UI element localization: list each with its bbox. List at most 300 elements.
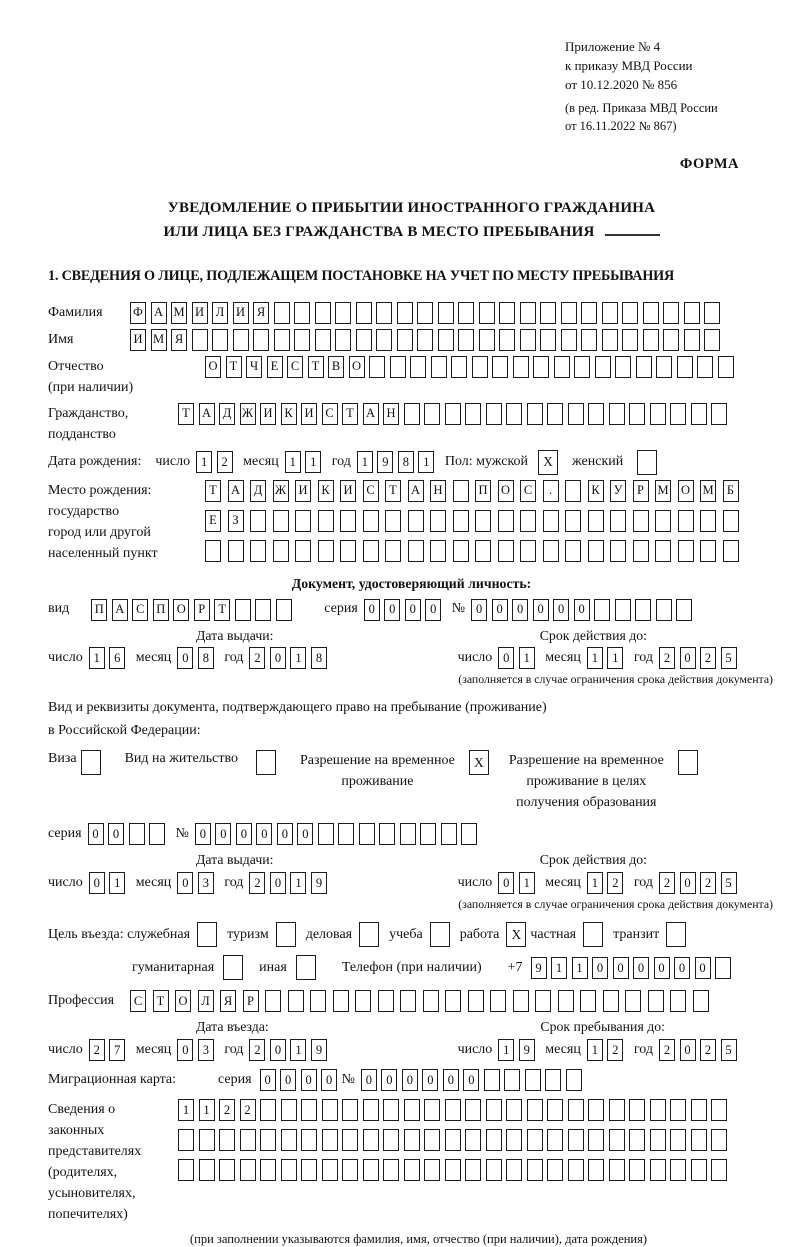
char-cell[interactable] <box>273 540 289 562</box>
sex-female-checkbox[interactable] <box>637 450 657 475</box>
char-cell[interactable]: 0 <box>195 823 211 845</box>
char-cell[interactable] <box>363 540 379 562</box>
char-cell[interactable] <box>199 1159 215 1181</box>
char-cell[interactable] <box>506 1129 522 1151</box>
char-cell[interactable]: 0 <box>361 1069 377 1091</box>
char-cell[interactable] <box>533 356 549 378</box>
char-cell[interactable] <box>260 1159 276 1181</box>
char-cell[interactable] <box>492 356 508 378</box>
char-cell[interactable] <box>568 1129 584 1151</box>
char-cell[interactable] <box>465 1129 481 1151</box>
char-cell[interactable] <box>333 990 349 1012</box>
char-cell[interactable] <box>648 990 664 1012</box>
char-cell[interactable]: И <box>260 403 276 425</box>
char-cell[interactable]: Т <box>226 356 242 378</box>
char-cell[interactable] <box>335 302 351 324</box>
char-cell[interactable] <box>322 1159 338 1181</box>
char-cell[interactable] <box>273 510 289 532</box>
char-cell[interactable]: 0 <box>512 599 528 621</box>
char-cell[interactable]: 2 <box>249 1039 265 1061</box>
char-cell[interactable]: 0 <box>633 957 649 979</box>
char-cell[interactable] <box>540 302 556 324</box>
char-cell[interactable] <box>636 356 652 378</box>
char-cell[interactable]: О <box>173 599 189 621</box>
char-cell[interactable]: М <box>700 480 716 502</box>
char-cell[interactable] <box>274 329 290 351</box>
char-cell[interactable] <box>723 510 739 532</box>
char-cell[interactable] <box>568 1099 584 1121</box>
char-cell[interactable]: С <box>130 990 146 1012</box>
char-cell[interactable] <box>655 510 671 532</box>
char-cell[interactable] <box>301 1099 317 1121</box>
char-cell[interactable]: 0 <box>695 957 711 979</box>
char-cell[interactable] <box>383 1129 399 1151</box>
char-cell[interactable] <box>376 302 392 324</box>
char-cell[interactable]: 2 <box>249 872 265 894</box>
char-cell[interactable]: 0 <box>177 647 193 669</box>
char-cell[interactable] <box>527 403 543 425</box>
char-cell[interactable]: 1 <box>290 1039 306 1061</box>
char-cell[interactable] <box>677 356 693 378</box>
char-cell[interactable] <box>424 1099 440 1121</box>
char-cell[interactable]: 0 <box>270 647 286 669</box>
char-cell[interactable]: К <box>281 403 297 425</box>
char-cell[interactable]: А <box>112 599 128 621</box>
char-cell[interactable]: И <box>130 329 146 351</box>
char-cell[interactable] <box>561 302 577 324</box>
char-cell[interactable]: 3 <box>198 1039 214 1061</box>
char-cell[interactable] <box>438 329 454 351</box>
char-cell[interactable] <box>424 1129 440 1151</box>
char-cell[interactable]: 2 <box>607 872 623 894</box>
char-cell[interactable] <box>356 329 372 351</box>
char-cell[interactable] <box>149 823 165 845</box>
char-cell[interactable] <box>281 1099 297 1121</box>
char-cell[interactable]: 0 <box>177 872 193 894</box>
char-cell[interactable]: П <box>475 480 491 502</box>
char-cell[interactable] <box>461 823 477 845</box>
char-cell[interactable] <box>301 1129 317 1151</box>
char-cell[interactable]: 2 <box>700 872 716 894</box>
char-cell[interactable] <box>465 1159 481 1181</box>
char-cell[interactable]: Р <box>243 990 259 1012</box>
char-cell[interactable] <box>410 356 426 378</box>
char-cell[interactable] <box>609 1099 625 1121</box>
char-cell[interactable] <box>430 540 446 562</box>
char-cell[interactable]: М <box>171 302 187 324</box>
char-cell[interactable] <box>288 990 304 1012</box>
char-cell[interactable]: С <box>363 480 379 502</box>
char-cell[interactable] <box>445 1129 461 1151</box>
char-cell[interactable] <box>363 1159 379 1181</box>
char-cell[interactable]: 1 <box>498 1039 514 1061</box>
char-cell[interactable] <box>602 302 618 324</box>
char-cell[interactable]: 9 <box>531 957 547 979</box>
char-cell[interactable] <box>588 1159 604 1181</box>
char-cell[interactable] <box>629 403 645 425</box>
char-cell[interactable] <box>547 403 563 425</box>
char-cell[interactable]: 1 <box>519 872 535 894</box>
char-cell[interactable]: И <box>233 302 249 324</box>
char-cell[interactable] <box>338 823 354 845</box>
char-cell[interactable] <box>704 329 720 351</box>
char-cell[interactable] <box>484 1069 500 1091</box>
char-cell[interactable] <box>219 1129 235 1151</box>
char-cell[interactable] <box>486 1099 502 1121</box>
char-cell[interactable] <box>385 540 401 562</box>
char-cell[interactable] <box>543 510 559 532</box>
char-cell[interactable] <box>504 1069 520 1091</box>
char-cell[interactable] <box>650 1099 666 1121</box>
char-cell[interactable] <box>693 990 709 1012</box>
char-cell[interactable] <box>378 990 394 1012</box>
char-cell[interactable]: 0 <box>674 957 690 979</box>
purpose-work-checkbox[interactable]: X <box>506 922 526 947</box>
char-cell[interactable] <box>684 302 700 324</box>
char-cell[interactable]: 2 <box>659 647 675 669</box>
char-cell[interactable]: 0 <box>260 1069 276 1091</box>
char-cell[interactable]: 0 <box>236 823 252 845</box>
char-cell[interactable] <box>240 1129 256 1151</box>
purpose-tourism-checkbox[interactable] <box>276 922 296 947</box>
char-cell[interactable] <box>568 1159 584 1181</box>
char-cell[interactable]: 1 <box>290 872 306 894</box>
char-cell[interactable] <box>643 329 659 351</box>
char-cell[interactable] <box>475 540 491 562</box>
char-cell[interactable] <box>610 540 626 562</box>
char-cell[interactable] <box>235 599 251 621</box>
char-cell[interactable] <box>663 302 679 324</box>
char-cell[interactable]: 1 <box>587 647 603 669</box>
char-cell[interactable] <box>281 1129 297 1151</box>
char-cell[interactable]: 0 <box>89 872 105 894</box>
char-cell[interactable] <box>260 1099 276 1121</box>
char-cell[interactable] <box>490 990 506 1012</box>
char-cell[interactable] <box>397 302 413 324</box>
char-cell[interactable] <box>499 302 515 324</box>
char-cell[interactable] <box>670 990 686 1012</box>
char-cell[interactable] <box>250 540 266 562</box>
char-cell[interactable]: Ж <box>273 480 289 502</box>
char-cell[interactable] <box>691 1099 707 1121</box>
char-cell[interactable] <box>580 990 596 1012</box>
char-cell[interactable]: 1 <box>89 647 105 669</box>
char-cell[interactable]: С <box>322 403 338 425</box>
char-cell[interactable] <box>547 1159 563 1181</box>
char-cell[interactable]: 3 <box>198 872 214 894</box>
char-cell[interactable] <box>233 329 249 351</box>
char-cell[interactable]: 5 <box>721 1039 737 1061</box>
char-cell[interactable] <box>520 510 536 532</box>
char-cell[interactable] <box>363 1129 379 1151</box>
char-cell[interactable] <box>178 1159 194 1181</box>
char-cell[interactable]: У <box>610 480 626 502</box>
char-cell[interactable] <box>568 403 584 425</box>
char-cell[interactable] <box>451 356 467 378</box>
char-cell[interactable] <box>643 302 659 324</box>
char-cell[interactable]: 0 <box>381 1069 397 1091</box>
char-cell[interactable] <box>322 1099 338 1121</box>
char-cell[interactable] <box>691 1159 707 1181</box>
char-cell[interactable]: 9 <box>377 451 393 473</box>
char-cell[interactable] <box>219 1159 235 1181</box>
char-cell[interactable] <box>178 1129 194 1151</box>
char-cell[interactable] <box>445 990 461 1012</box>
char-cell[interactable] <box>315 302 331 324</box>
char-cell[interactable] <box>622 329 638 351</box>
temp-residence-checkbox[interactable]: X <box>469 750 489 775</box>
char-cell[interactable]: А <box>228 480 244 502</box>
char-cell[interactable]: 0 <box>492 599 508 621</box>
char-cell[interactable]: 0 <box>297 823 313 845</box>
char-cell[interactable] <box>506 1099 522 1121</box>
char-cell[interactable]: Т <box>214 599 230 621</box>
char-cell[interactable] <box>558 990 574 1012</box>
char-cell[interactable]: Р <box>633 480 649 502</box>
char-cell[interactable] <box>527 1129 543 1151</box>
char-cell[interactable]: 1 <box>587 872 603 894</box>
char-cell[interactable] <box>554 356 570 378</box>
char-cell[interactable] <box>417 329 433 351</box>
char-cell[interactable]: 9 <box>311 1039 327 1061</box>
char-cell[interactable] <box>513 990 529 1012</box>
char-cell[interactable] <box>420 823 436 845</box>
char-cell[interactable]: А <box>151 302 167 324</box>
char-cell[interactable]: 2 <box>217 451 233 473</box>
char-cell[interactable]: 2 <box>240 1099 256 1121</box>
char-cell[interactable]: 1 <box>290 647 306 669</box>
char-cell[interactable] <box>615 356 631 378</box>
char-cell[interactable] <box>445 1099 461 1121</box>
char-cell[interactable] <box>663 329 679 351</box>
char-cell[interactable] <box>711 403 727 425</box>
char-cell[interactable] <box>379 823 395 845</box>
char-cell[interactable]: 2 <box>700 1039 716 1061</box>
char-cell[interactable] <box>704 302 720 324</box>
char-cell[interactable] <box>475 510 491 532</box>
char-cell[interactable]: О <box>498 480 514 502</box>
char-cell[interactable] <box>340 510 356 532</box>
char-cell[interactable]: 2 <box>700 647 716 669</box>
char-cell[interactable] <box>294 302 310 324</box>
char-cell[interactable] <box>670 1159 686 1181</box>
char-cell[interactable]: 0 <box>680 1039 696 1061</box>
char-cell[interactable] <box>633 540 649 562</box>
char-cell[interactable] <box>670 403 686 425</box>
char-cell[interactable] <box>609 1129 625 1151</box>
char-cell[interactable] <box>527 1099 543 1121</box>
char-cell[interactable]: 2 <box>89 1039 105 1061</box>
char-cell[interactable]: 1 <box>551 957 567 979</box>
char-cell[interactable] <box>603 990 619 1012</box>
char-cell[interactable]: 1 <box>196 451 212 473</box>
char-cell[interactable]: В <box>328 356 344 378</box>
char-cell[interactable]: П <box>153 599 169 621</box>
char-cell[interactable]: 0 <box>280 1069 296 1091</box>
char-cell[interactable] <box>342 1159 358 1181</box>
char-cell[interactable] <box>342 1129 358 1151</box>
char-cell[interactable] <box>633 510 649 532</box>
char-cell[interactable] <box>240 1159 256 1181</box>
char-cell[interactable] <box>622 302 638 324</box>
char-cell[interactable] <box>228 540 244 562</box>
char-cell[interactable]: 1 <box>519 647 535 669</box>
char-cell[interactable]: . <box>543 480 559 502</box>
char-cell[interactable]: Н <box>383 403 399 425</box>
char-cell[interactable] <box>295 510 311 532</box>
char-cell[interactable] <box>408 540 424 562</box>
char-cell[interactable] <box>315 329 331 351</box>
char-cell[interactable] <box>625 990 641 1012</box>
char-cell[interactable] <box>676 599 692 621</box>
char-cell[interactable]: 0 <box>177 1039 193 1061</box>
char-cell[interactable] <box>499 329 515 351</box>
char-cell[interactable]: 0 <box>425 599 441 621</box>
char-cell[interactable]: Л <box>212 302 228 324</box>
char-cell[interactable]: О <box>349 356 365 378</box>
char-cell[interactable] <box>565 540 581 562</box>
char-cell[interactable]: 0 <box>256 823 272 845</box>
char-cell[interactable] <box>199 1129 215 1151</box>
char-cell[interactable] <box>404 1129 420 1151</box>
char-cell[interactable] <box>543 540 559 562</box>
char-cell[interactable]: 2 <box>659 872 675 894</box>
char-cell[interactable] <box>318 510 334 532</box>
char-cell[interactable] <box>408 510 424 532</box>
char-cell[interactable] <box>588 1129 604 1151</box>
purpose-business-checkbox[interactable] <box>197 922 217 947</box>
char-cell[interactable] <box>383 1099 399 1121</box>
char-cell[interactable]: 0 <box>422 1069 438 1091</box>
char-cell[interactable]: К <box>318 480 334 502</box>
char-cell[interactable] <box>301 1159 317 1181</box>
char-cell[interactable]: Т <box>153 990 169 1012</box>
char-cell[interactable]: 1 <box>305 451 321 473</box>
char-cell[interactable] <box>566 1069 582 1091</box>
char-cell[interactable] <box>520 302 536 324</box>
char-cell[interactable]: 0 <box>592 957 608 979</box>
char-cell[interactable] <box>609 1159 625 1181</box>
char-cell[interactable] <box>486 403 502 425</box>
char-cell[interactable] <box>205 540 221 562</box>
purpose-humanitarian-checkbox[interactable] <box>223 955 243 980</box>
purpose-study-checkbox[interactable] <box>430 922 450 947</box>
char-cell[interactable]: 0 <box>443 1069 459 1091</box>
char-cell[interactable]: 0 <box>301 1069 317 1091</box>
char-cell[interactable]: Я <box>253 302 269 324</box>
char-cell[interactable] <box>697 356 713 378</box>
char-cell[interactable]: С <box>132 599 148 621</box>
char-cell[interactable]: 8 <box>311 647 327 669</box>
char-cell[interactable] <box>318 823 334 845</box>
char-cell[interactable] <box>535 990 551 1012</box>
char-cell[interactable] <box>445 403 461 425</box>
char-cell[interactable]: Т <box>205 480 221 502</box>
char-cell[interactable] <box>356 302 372 324</box>
char-cell[interactable] <box>723 540 739 562</box>
char-cell[interactable] <box>525 1069 541 1091</box>
char-cell[interactable] <box>192 329 208 351</box>
char-cell[interactable] <box>540 329 556 351</box>
char-cell[interactable]: М <box>655 480 671 502</box>
char-cell[interactable]: 1 <box>285 451 301 473</box>
char-cell[interactable] <box>295 540 311 562</box>
char-cell[interactable] <box>700 540 716 562</box>
char-cell[interactable]: 0 <box>88 823 104 845</box>
char-cell[interactable]: Я <box>171 329 187 351</box>
char-cell[interactable] <box>609 403 625 425</box>
char-cell[interactable] <box>423 990 439 1012</box>
char-cell[interactable] <box>635 599 651 621</box>
char-cell[interactable]: 0 <box>108 823 124 845</box>
char-cell[interactable] <box>385 510 401 532</box>
char-cell[interactable]: 5 <box>721 647 737 669</box>
char-cell[interactable]: 8 <box>398 451 414 473</box>
char-cell[interactable]: О <box>175 990 191 1012</box>
char-cell[interactable]: 8 <box>198 647 214 669</box>
char-cell[interactable] <box>574 356 590 378</box>
char-cell[interactable] <box>468 990 484 1012</box>
char-cell[interactable] <box>561 329 577 351</box>
char-cell[interactable]: 0 <box>533 599 549 621</box>
purpose-delovaya-checkbox[interactable] <box>359 922 379 947</box>
char-cell[interactable] <box>472 356 488 378</box>
char-cell[interactable]: 2 <box>659 1039 675 1061</box>
char-cell[interactable]: 6 <box>109 647 125 669</box>
char-cell[interactable] <box>255 599 271 621</box>
char-cell[interactable] <box>711 1099 727 1121</box>
char-cell[interactable] <box>655 540 671 562</box>
char-cell[interactable] <box>404 1159 420 1181</box>
char-cell[interactable] <box>335 329 351 351</box>
char-cell[interactable] <box>527 1159 543 1181</box>
char-cell[interactable] <box>363 1099 379 1121</box>
char-cell[interactable] <box>430 510 446 532</box>
char-cell[interactable]: 1 <box>418 451 434 473</box>
char-cell[interactable] <box>400 990 416 1012</box>
char-cell[interactable] <box>453 540 469 562</box>
char-cell[interactable]: 1 <box>178 1099 194 1121</box>
char-cell[interactable] <box>602 329 618 351</box>
char-cell[interactable] <box>594 599 610 621</box>
char-cell[interactable]: 7 <box>109 1039 125 1061</box>
char-cell[interactable] <box>355 990 371 1012</box>
char-cell[interactable] <box>588 540 604 562</box>
char-cell[interactable]: 1 <box>357 451 373 473</box>
char-cell[interactable] <box>390 356 406 378</box>
char-cell[interactable] <box>479 302 495 324</box>
char-cell[interactable]: 2 <box>607 1039 623 1061</box>
char-cell[interactable] <box>322 1129 338 1151</box>
char-cell[interactable] <box>565 480 581 502</box>
char-cell[interactable]: 1 <box>587 1039 603 1061</box>
purpose-private-checkbox[interactable] <box>583 922 603 947</box>
char-cell[interactable] <box>431 356 447 378</box>
char-cell[interactable]: Ф <box>130 302 146 324</box>
char-cell[interactable]: 0 <box>654 957 670 979</box>
char-cell[interactable]: А <box>363 403 379 425</box>
char-cell[interactable]: 0 <box>613 957 629 979</box>
char-cell[interactable] <box>629 1129 645 1151</box>
char-cell[interactable] <box>359 823 375 845</box>
char-cell[interactable] <box>383 1159 399 1181</box>
char-cell[interactable] <box>363 510 379 532</box>
char-cell[interactable]: О <box>678 480 694 502</box>
char-cell[interactable]: Е <box>205 510 221 532</box>
char-cell[interactable]: И <box>301 403 317 425</box>
char-cell[interactable]: А <box>408 480 424 502</box>
char-cell[interactable] <box>513 356 529 378</box>
